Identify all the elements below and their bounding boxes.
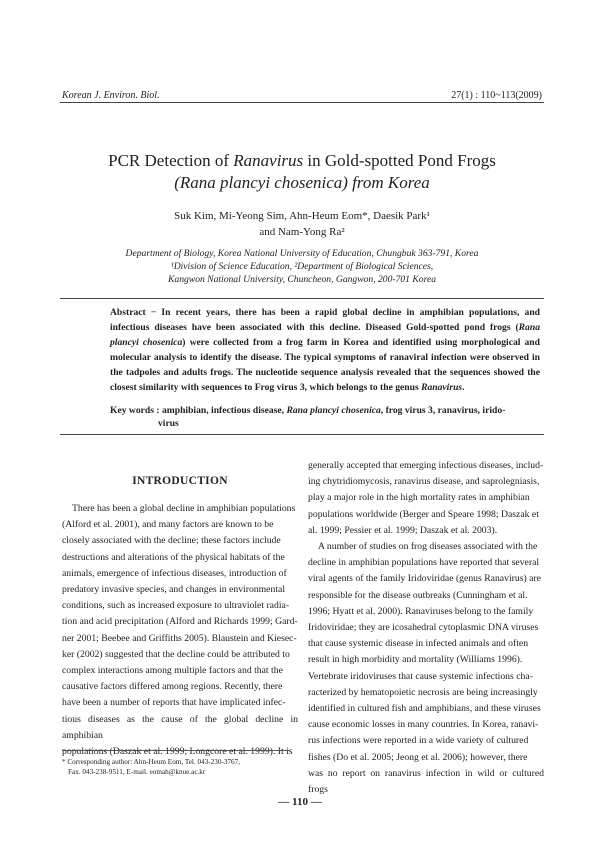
text-line: decline in amphibian populations have reported that several: [308, 557, 540, 569]
text-line: that cause systemic disease in infected animals and often: [308, 638, 529, 650]
text-line: animals, emergence of infectious diseases, introduction of: [62, 567, 287, 579]
text-line: Vertebrate iridoviruses that cause systemic infections cha-: [308, 670, 533, 682]
affiliation-line-1: Department of Biology, Korea National University of Education, Chungbuk 363-791, Korea: [125, 248, 479, 259]
text-line: ing chytridiomycosis, ranavirus disease, and saprolegniasis,: [308, 476, 540, 488]
footnote-line-1: * Corresponding author: Ahn-Heum Eom, Tel. 043-230-3767,: [62, 758, 241, 766]
text-line: responsible for the disease outbreaks (Cunningham et al.: [308, 589, 528, 601]
left-column: [62, 501, 298, 760]
text-line: destructions and alterations of the physical habitats of the: [62, 551, 285, 563]
text-line: identified in cultured fish and amphibians, and these viruses: [308, 703, 541, 715]
keywords-line-2: virus: [158, 418, 179, 429]
text-line: predatory invasive species, and changes in environmental: [62, 584, 286, 596]
paper-title: [60, 150, 544, 194]
text-line: rus infections were reported in a wide variety of cultured: [308, 735, 529, 747]
text-line: fishes (Do et al. 2005; Jeong et al. 2006); however, there: [308, 751, 528, 763]
text-line: tion and acid precipitation (Alford and Richards 1999; Gard-: [62, 616, 298, 628]
text-line: viral agents of the family Iridoviridae (genus Ranavirus) are: [308, 573, 541, 585]
text-line: have been a number of reports that have implicated infec-: [62, 697, 286, 709]
affiliations: [60, 247, 544, 286]
text-line: was no report on ranavirus infection in wild or cultured frogs: [308, 767, 544, 796]
abstract-label: Abstract: [110, 307, 146, 318]
page-number: — 110 —: [278, 796, 322, 808]
text-line: causative factors differed among regions. Recently, there: [62, 681, 283, 693]
text-line: racterized by hematopoietic necrosis are being increasingly: [308, 686, 538, 698]
journal-name: Korean J. Environ. Biol.: [62, 90, 160, 101]
text-line: conditions, such as increased exposure to ultraviolet radia-: [62, 600, 290, 612]
text-line: result in high morbidity and mortality (Williams 1996).: [308, 654, 523, 666]
abstract-top-rule: [60, 298, 544, 299]
right-column: [308, 458, 544, 798]
text-line: closely associated with the decline; these factors include: [62, 535, 281, 547]
keywords-label: Key words :: [110, 405, 162, 416]
abstract: Abstract − In recent years, there has been a rapid global decline in amphibian populations, and infectious diseases have been associated with this decline. Diseased Gold-spotted pond frogs (Rana plancyi chosenica) were collected from a frog farm in Korea and identified using morphological and molecular analysis to identify the disease. The typical symptoms of ranaviral infection were observed in the tadpoles and adults frogs. The nucleotide sequence analysis revealed that the sequences showed the closest similarity with sequences to Frog virus 3, which belongs to the genus Ranavirus.: [110, 307, 540, 393]
footnote-rule: [62, 750, 290, 751]
text-line: There has been a global decline in amphibian populations: [72, 503, 296, 514]
keywords-line-1: Key words : amphibian, infectious disease, Rana plancyi chosenica, frog virus 3, ranavirus, irido-: [110, 405, 506, 416]
text-line: 1996; Hyatt et al. 2000). Ranaviruses belong to the family: [308, 605, 534, 617]
affiliation-line-2: ¹Division of Science Education, ²Department of Biological Sciences,: [170, 261, 434, 272]
text-line: al. 1999; Pessier et al. 1999; Daszak et al. 2003).: [308, 524, 498, 536]
text-line: ker (2002) suggested that the decline could be attributed to: [62, 648, 290, 660]
authors-line-1: Suk Kim, Mi-Yeong Sim, Ahn-Heum Eom*, Daesik Park¹: [174, 210, 430, 222]
affiliation-line-3: Kangwon National University, Chuncheon, Gangwon, 200-701 Korea: [168, 274, 436, 285]
authors: [60, 208, 544, 240]
text-line: complex interactions among multiple factors and that the: [62, 665, 283, 677]
keywords: [110, 404, 540, 430]
text-line: generally accepted that emerging infectious diseases, includ-: [308, 460, 544, 471]
text-line: populations worldwide (Berger and Speare 1998; Daszak et: [308, 508, 539, 520]
text-line: tious diseases as the cause of the global decline in amphibian: [62, 713, 298, 741]
text-line: play a major role in the high mortality rates in amphibian: [308, 492, 530, 504]
section-heading: INTRODUCTION: [132, 475, 228, 487]
title-line-2: (Rana plancyi chosenica) from Korea: [174, 173, 430, 192]
text-line: Iridoviridae; they are icosahedral cytoplasmic DNA viruses: [308, 622, 539, 634]
authors-line-2: and Nam-Yong Ra²: [259, 226, 345, 238]
text-line: ner 2001; Beebee and Griffiths 2005). Blaustein and Kiesec-: [62, 632, 297, 644]
text-line: cause economic losses in many countries. In Korea, ranavi-: [308, 719, 539, 731]
footnote: [62, 757, 298, 777]
text-line: (Alford et al. 2001), and many factors are known to be: [62, 519, 274, 531]
abstract-bottom-rule: [60, 434, 544, 435]
citation: 27(1) : 110~113(2009): [451, 90, 542, 101]
header-rule: [60, 102, 544, 103]
footnote-line-2: Fax. 043-238-9511, E-mail. eomah@knue.ac.kr: [68, 768, 206, 776]
text-line: A number of studies on frog diseases associated with the: [318, 541, 538, 553]
title-line-1: PCR Detection of Ranavirus in Gold-spotted Pond Frogs: [108, 151, 496, 170]
text-line: populations (Daszak et al. 1999; Longcore et al. 1999). It is: [62, 746, 293, 758]
